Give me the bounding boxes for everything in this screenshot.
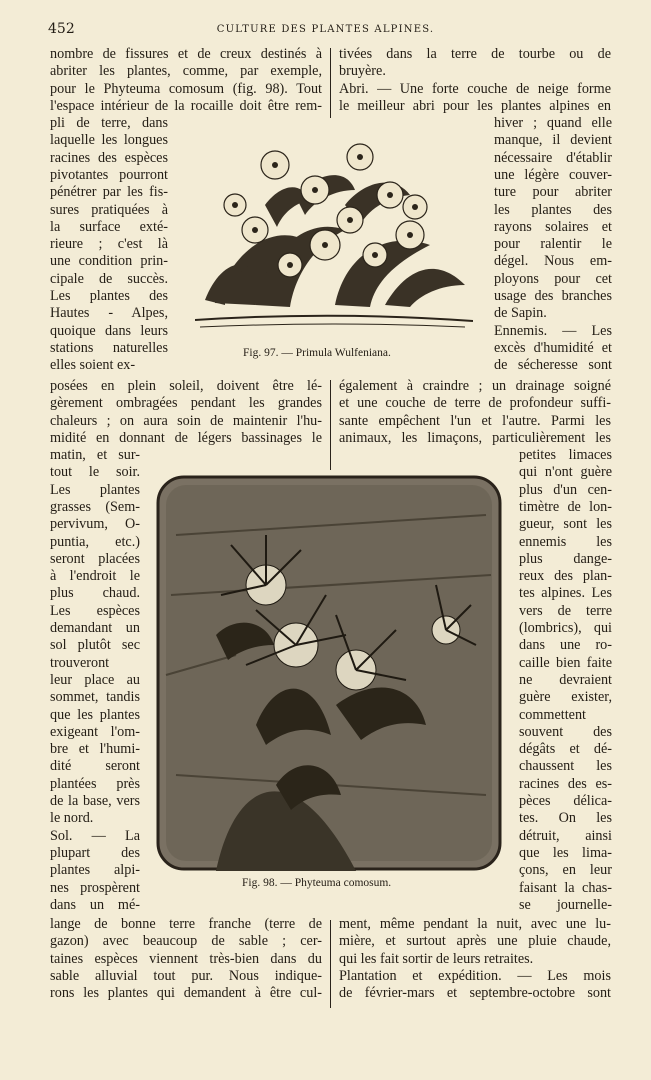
wrap-right-fig97-line: ture pour abriter — [494, 184, 612, 201]
fig97-primula-illustration — [195, 135, 473, 340]
wrap-right-fig98-line: dans une ro- — [519, 637, 612, 654]
column-rule-top — [330, 48, 331, 118]
wrap-right-fig97-line: de Sapin. — [494, 305, 547, 322]
wrap-right-fig98-line: vers de terre — [519, 602, 612, 619]
col-right-mid-line: animaux, les limaçons, particulièrement les — [339, 429, 611, 446]
wrap-right-fig98-line: chaussent les — [519, 758, 612, 775]
col-right-bottom-line: ment, même pendant la nuit, avec une lu- — [339, 916, 611, 932]
wrap-right-fig98-line: ne devraient — [519, 671, 612, 688]
col-right-mid-line: également à craindre ; un drainage soigné — [339, 378, 611, 394]
wrap-right-fig97-line: manque, il devient — [494, 132, 612, 149]
wrap-right-fig98-line: se journelle- — [519, 896, 612, 913]
wrap-left-fig97-line: une condition prin- — [50, 253, 168, 270]
wrap-right-fig98-line: racines des es- — [519, 775, 612, 792]
wrap-right-fig98-line: caille bien faite — [519, 654, 612, 671]
wrap-left-fig98-line: matin, et sur- — [50, 447, 140, 463]
col-left-mid-line: midité en donnant de légers bassinages le — [50, 429, 322, 446]
wrap-left-fig97-line: Les plantes des — [50, 288, 168, 304]
wrap-right-fig97-line: hiver ; quand elle — [494, 115, 612, 131]
wrap-right-fig98-line: reux des plan- — [519, 568, 612, 585]
fig97-caption: Fig. 97. — Primula Wulfeniana. — [243, 347, 391, 359]
wrap-right-fig98-line: petites limaces — [519, 447, 612, 463]
wrap-right-fig98-line: détruit, ainsi — [519, 827, 612, 844]
wrap-left-fig97-line: racines des espèces — [50, 149, 168, 166]
wrap-left-fig98-line: bre et l'humi- — [50, 741, 140, 758]
col-right-top-line: le meilleur abri pour les plantes alpines en — [339, 97, 611, 114]
wrap-right-fig98-line: qui n'ont guère — [519, 464, 612, 481]
wrap-left-fig98-line: que les plantes — [50, 706, 140, 723]
column-rule-bottom — [330, 920, 331, 1008]
wrap-right-fig98-line: dégâts et dé- — [519, 741, 612, 758]
wrap-right-fig97-line: pour ralentir le — [494, 236, 612, 253]
wrap-right-fig98-line: que les lima- — [519, 844, 612, 861]
wrap-left-fig98-line: plantes alpi- — [50, 862, 140, 879]
wrap-left-fig98-line: Sol. — La — [50, 827, 140, 844]
wrap-right-fig98-line: commettent — [519, 706, 586, 723]
wrap-left-fig98-line: plus chaud. — [50, 585, 140, 602]
wrap-right-fig98-line: faisant la chas- — [519, 879, 612, 896]
wrap-right-fig98-line: tes. On les — [519, 810, 612, 827]
wrap-left-fig98-line: sol plutôt sec — [50, 637, 140, 654]
wrap-left-fig97-line: pivotantes pourront — [50, 166, 168, 183]
col-right-top-line: Abri. — Une forte couche de neige forme — [339, 80, 611, 97]
wrap-left-fig98-line: pervivum, O- — [50, 516, 140, 533]
wrap-right-fig97-line: usage des branches — [494, 288, 612, 304]
wrap-left-fig97-line: rieure ; c'est là — [50, 236, 168, 253]
wrap-right-fig98-line: plus dange- — [519, 550, 612, 567]
wrap-left-fig98-line: sommet, tandis — [50, 689, 140, 706]
running-title: CULTURE DES PLANTES ALPINES. — [216, 24, 435, 35]
col-right-bottom-line: mière, et surtout après une pluie chaude, — [339, 933, 611, 950]
col-left-mid-line: posées en plein soleil, doivent être lé- — [50, 378, 322, 394]
wrap-left-fig98-line: leur place au — [50, 671, 140, 688]
wrap-left-fig98-line: demandant un — [50, 620, 140, 636]
wrap-right-fig98-line: çons, en leur — [519, 862, 612, 879]
wrap-left-fig98-line: à l'endroit le — [50, 568, 140, 585]
wrap-right-fig98-line: timètre de lon- — [519, 498, 612, 515]
col-right-mid-line: et une couche de terre de profondeur suffi- — [339, 395, 611, 412]
col-left-bottom-line: lange de bonne terre franche (terre de — [50, 916, 322, 932]
col-right-bottom-line: Plantation et expédition. — Les mois — [339, 967, 611, 984]
wrap-left-fig98-line: seront placées — [50, 550, 140, 567]
wrap-right-fig97-line: nécessaire d'établir — [494, 149, 612, 166]
wrap-right-fig97-line: de sécheresse sont — [494, 357, 612, 374]
wrap-right-fig97-line: les plantes des — [494, 201, 612, 218]
wrap-right-fig98-line: gueur, sont les — [519, 516, 612, 533]
wrap-right-fig97-line: ployons pour cet — [494, 270, 612, 287]
wrap-right-fig98-line: guère exister, — [519, 689, 612, 706]
col-left-top-line: l'espace intérieur de la rocaille doit être rem- — [50, 97, 322, 114]
wrap-left-fig97-line: pénétrer par les fis- — [50, 184, 168, 201]
wrap-left-fig98-line: nes prospèrent — [50, 879, 140, 896]
col-left-bottom-line: taines espèces viennent très-bien dans du — [50, 950, 322, 967]
wrap-left-fig98-line: tout le soir. — [50, 464, 140, 481]
col-left-top-line: nombre de fissures et de creux destinés à — [50, 46, 322, 62]
page-number: 452 — [48, 21, 75, 37]
wrap-right-fig98-line: tes alpines. Les — [519, 585, 612, 602]
col-right-bottom-line: qui les fait sortir de leurs retraites. — [339, 950, 534, 967]
wrap-left-fig97-line: stations naturelles — [50, 339, 168, 356]
wrap-left-fig98-line: le nord. — [50, 810, 94, 827]
wrap-right-fig97-line: une légère couver- — [494, 166, 612, 183]
wrap-left-fig98-line: plantées près — [50, 775, 140, 792]
wrap-left-fig97-line: cipale de succès. — [50, 270, 168, 287]
col-right-top-line: bruyère. — [339, 63, 386, 80]
wrap-left-fig98-line: grasses (Sem- — [50, 498, 140, 515]
wrap-left-fig98-line: Les plantes — [50, 481, 140, 498]
col-left-top-line: pour le Phyteuma comosum (fig. 98). Tout — [50, 80, 322, 97]
wrap-left-fig98-line: trouveront — [50, 654, 110, 671]
wrap-left-fig97-line: sures pratiquées à — [50, 201, 168, 218]
fig98-phyteuma-illustration — [156, 475, 502, 871]
fig98-caption: Fig. 98. — Phyteuma comosum. — [242, 877, 392, 889]
wrap-right-fig98-line: plus d'un cen- — [519, 481, 612, 498]
wrap-right-fig97-line: dégel. Nous em- — [494, 253, 612, 270]
col-left-top-line: abriter les plantes, comme, par exemple, — [50, 63, 322, 80]
wrap-right-fig97-line: rayons solaires et — [494, 218, 612, 235]
running-header — [0, 21, 651, 41]
wrap-left-fig98-line: de la base, vers — [50, 793, 140, 809]
wrap-right-fig98-line: ennemis les — [519, 533, 612, 550]
wrap-left-fig98-line: Les espèces — [50, 602, 140, 619]
col-left-mid-line: gèrement ombragées pendant les grandes — [50, 395, 322, 412]
wrap-left-fig97-line: laquelle les longues — [50, 132, 168, 149]
wrap-left-fig97-line: la surface exté- — [50, 218, 168, 235]
col-right-top-line: tivées dans la terre de tourbe ou de — [339, 46, 611, 62]
wrap-left-fig97-line: quoique dans leurs — [50, 322, 168, 339]
wrap-right-fig97-line: Ennemis. — Les — [494, 322, 612, 339]
col-left-bottom-line: sable alluvial tout pur. Nous indique- — [50, 967, 322, 984]
col-left-bottom-line: gazon) avec beaucoup de sable ; cer- — [50, 933, 322, 950]
col-left-mid-line: chaleurs ; on aura soin de maintenir l'hu- — [50, 412, 322, 429]
wrap-left-fig98-line: dans un mé- — [50, 896, 140, 913]
wrap-left-fig97-line: pli de terre, dans — [50, 115, 168, 131]
wrap-left-fig98-line: exigeant l'om- — [50, 723, 140, 740]
wrap-right-fig97-line: excès d'humidité et — [494, 339, 612, 356]
wrap-right-fig98-line: souvent des — [519, 723, 612, 740]
wrap-left-fig98-line: dité seront — [50, 758, 140, 775]
wrap-left-fig97-line: Hautes - Alpes, — [50, 305, 168, 322]
col-right-mid-line: sante empêchent l'un et l'autre. Parmi les — [339, 412, 611, 429]
wrap-right-fig98-line: pèces délica- — [519, 793, 612, 809]
col-right-bottom-line: de février-mars et septembre-octobre sont — [339, 985, 611, 1002]
column-rule-mid — [330, 380, 331, 470]
wrap-left-fig97-line: elles soient ex- — [50, 357, 136, 374]
wrap-left-fig98-line: plupart des — [50, 844, 140, 861]
wrap-right-fig98-line: (lombrics), qui — [519, 620, 612, 636]
col-left-bottom-line: rons les plantes qui demandent à être cul- — [50, 985, 322, 1002]
wrap-left-fig98-line: puntia, etc.) — [50, 533, 140, 550]
